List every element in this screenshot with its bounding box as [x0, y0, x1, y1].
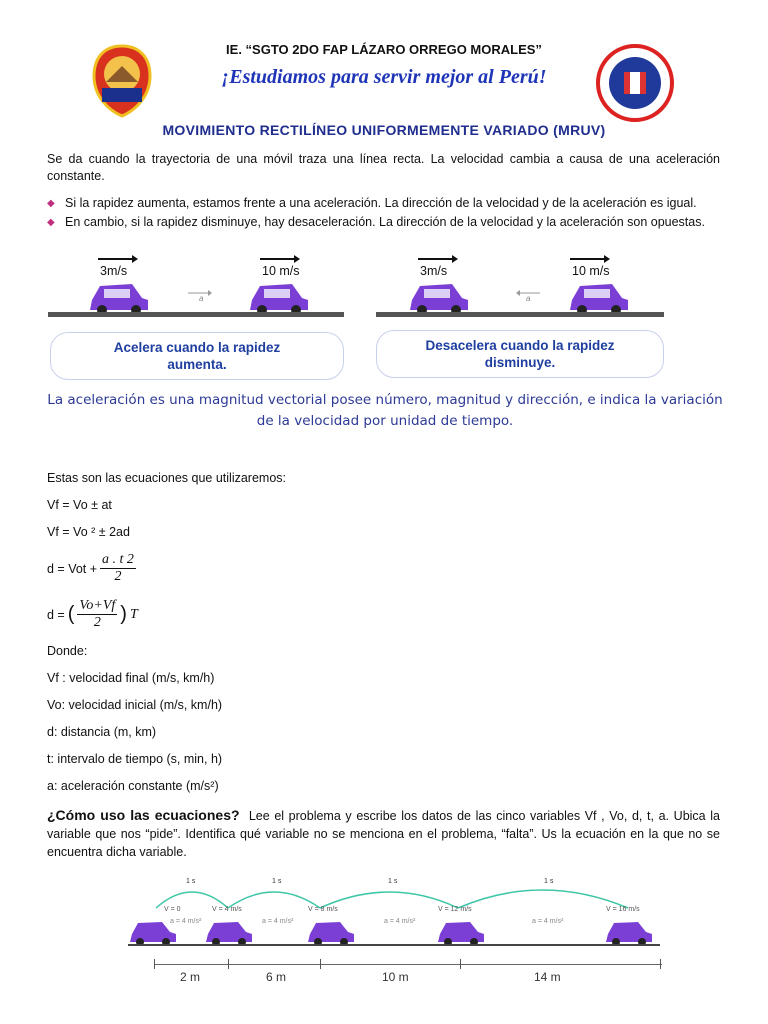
distance-label: 2 m	[180, 970, 201, 984]
road	[376, 312, 664, 317]
motto: ¡Estudiamos para servir mejor al Perú!	[221, 66, 547, 88]
velocity-arrow-icon	[98, 254, 138, 264]
car-icon	[606, 922, 652, 946]
school-name: IE. “SGTO 2DO FAP LÁZARO ORREGO MORALES”	[226, 42, 542, 57]
decelerate-caption: Desacelera cuando la rapidez disminuye.	[376, 330, 664, 378]
def-vo: Vo: velocidad inicial (m/s, km/h)	[47, 698, 223, 712]
car-icon	[568, 280, 630, 316]
equation-1: Vf = Vo ± at	[47, 498, 112, 512]
car-icon	[130, 922, 176, 946]
bullet-decelerate: ◆ En cambio, si la rapidez disminuye, hay desaceleración. La dirección de la velocidad y la aceleración son opuestas.	[47, 215, 705, 229]
car-icon	[408, 280, 470, 316]
equations-intro: Estas son las ecuaciones que utilizaremos:	[47, 471, 287, 485]
distance-label: 6 m	[266, 970, 287, 984]
distance-axis	[154, 964, 662, 965]
velocity-arrow-icon	[570, 254, 610, 264]
equation-3: d = Vot + $\frac{a . t 2}{2}$	[47, 552, 134, 584]
acceleration-label: a	[526, 294, 531, 303]
car-icon	[248, 280, 310, 316]
bullet-icon: ◆	[47, 217, 55, 228]
motion-diagram: 1 s 1 s 1 s 1 s V = 0 V = 4 m/s V = 8 m/s V = 12 m/s V = 16 m/s a = 4 m/s² a = 4 m/s² a = 4 m/s² a = 4 m/s² 2 m 6 m 10 m 14 m	[128, 872, 668, 1002]
car-icon	[308, 922, 354, 946]
distance-label: 14 m	[534, 970, 561, 984]
def-d: d: distancia (m, km)	[47, 725, 157, 739]
def-a: a: aceleración constante (m/s²)	[47, 779, 219, 793]
speed-label-2: 10 m/s	[572, 264, 610, 278]
velocity-arrow-icon	[260, 254, 300, 264]
distance-label: 10 m	[382, 970, 409, 984]
accelerate-caption: Acelera cuando la rapidez aumenta.	[50, 332, 344, 380]
car-icon	[88, 280, 150, 316]
how-text: Lee el problema y escribe los datos de las cinco variables Vf , Vo, d, t, a. Ubica la variable que nos “pide”. Identifica qué variable no se menciona en el problema, “falta”. Us la ecuación en la que no se encuentra dicha variable.	[47, 809, 720, 859]
speed-label-2: 10 m/s	[262, 264, 300, 278]
how-title: ¿Cómo uso las ecuaciones?	[47, 807, 240, 823]
road	[48, 312, 344, 317]
how-to-use	[47, 806, 720, 861]
speed-label-1: 3m/s	[100, 264, 128, 278]
equation-2: Vf = Vo ² ± 2ad	[47, 525, 130, 539]
bullet-icon: ◆	[47, 198, 55, 209]
acceleration-label: a	[199, 294, 204, 303]
car-icon	[438, 922, 484, 946]
bullet-accelerate: ◆ Si la rapidez aumenta, estamos frente a una aceleración. La dirección de la velocidad y de la aceleración es igual.	[47, 196, 697, 210]
speed-label-1: 3m/s	[420, 264, 448, 278]
car-icon	[206, 922, 252, 946]
def-t: t: intervalo de tiempo (s, min, h)	[47, 752, 223, 766]
intro-text: Se da cuando la trayectoria de una móvil traza una línea recta. La velocidad cambia a causa de una aceleración constante.	[47, 152, 720, 183]
def-vf: Vf : velocidad final (m/s, km/h)	[47, 671, 215, 685]
velocity-arrow-icon	[418, 254, 458, 264]
equation-4: d = ( $\frac{Vo+Vf}{2}$ ) T	[47, 598, 138, 630]
donde-label: Donde:	[47, 644, 88, 658]
acceleration-definition: La aceleración es una magnitud vectorial posee número, magnitud y dirección, e indica la variación de la velocidad por unidad de tiempo.	[47, 392, 723, 429]
road	[128, 944, 660, 946]
page-title: MOVIMIENTO RECTILÍNEO UNIFORMEMENTE VARIADO (MRUV)	[162, 122, 606, 138]
